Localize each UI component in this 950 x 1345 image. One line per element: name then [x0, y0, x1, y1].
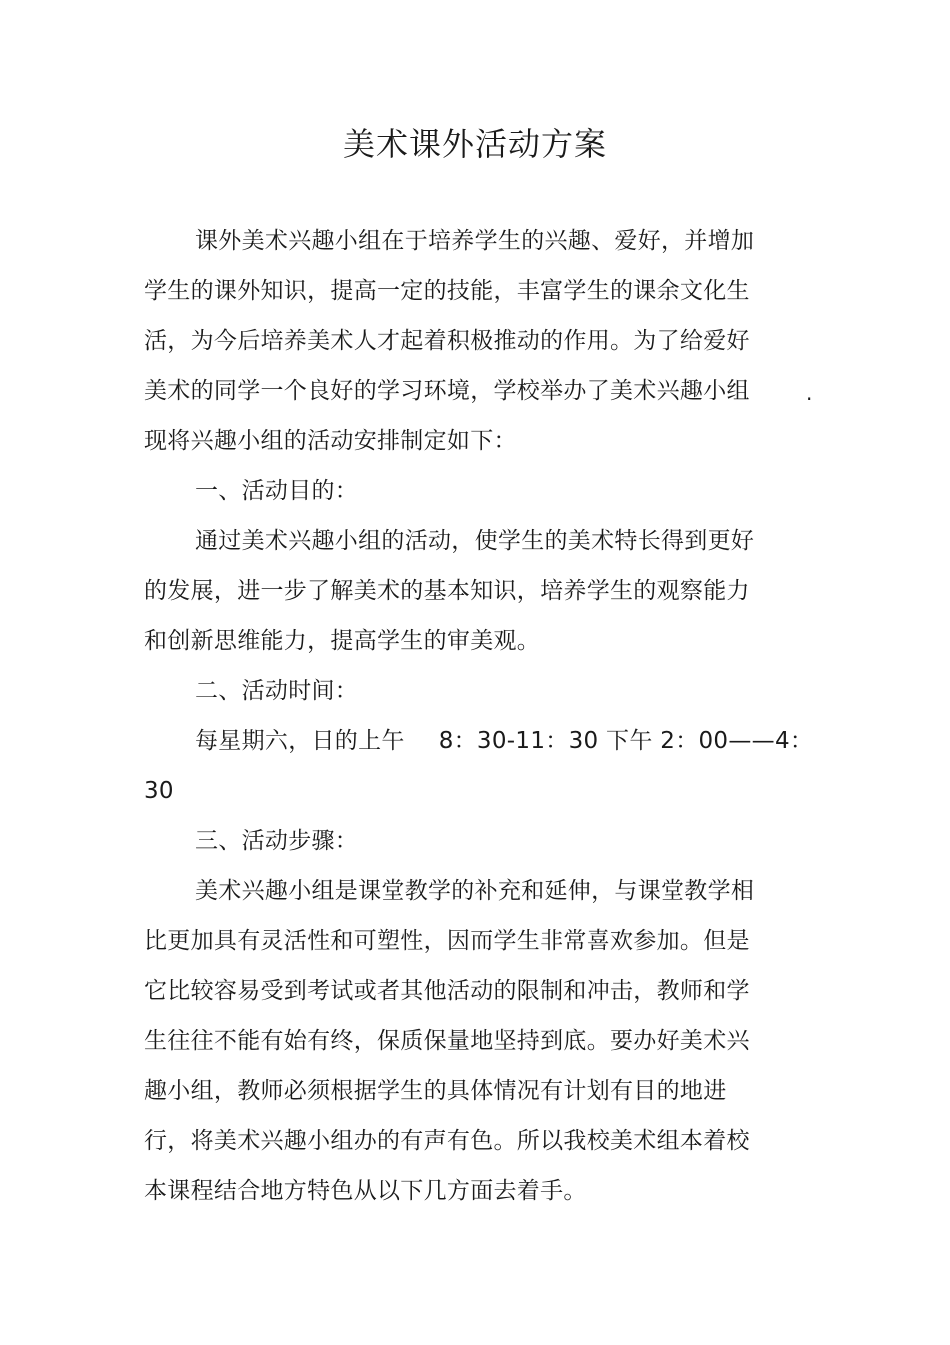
intro-line-4: 美术的同学一个良好的学习环境，学校举办了美术兴趣小组 [144, 378, 750, 404]
intro-line-5: 现将兴趣小组的活动安排制定如下： [144, 428, 517, 454]
schedule-hours: 8：30-11：30 下午 2：00——4： [438, 728, 814, 754]
section1-line-1: 通过美术兴趣小组的活动，使学生的美术特长得到更好 [195, 528, 755, 554]
schedule-days: 每星期六，日的上午 [195, 728, 405, 754]
intro-line-2: 学生的课外知识，提高一定的技能，丰富学生的课余文化生 [144, 278, 750, 304]
section3-heading: 三、活动步骤： [195, 828, 359, 854]
schedule-line [195, 726, 813, 756]
section2-heading: 二、活动时间： [195, 678, 359, 704]
intro-line-1: 课外美术兴趣小组在于培养学生的兴趣、爱好，并增加 [195, 228, 755, 254]
document-title: 美术课外活动方案 [342, 125, 607, 163]
section3-line-3: 它比较容易受到考试或者其他活动的限制和冲击，教师和学 [144, 978, 750, 1004]
section3-line-2: 比更加具有灵活性和可塑性，因而学生非常喜欢参加。但是 [144, 928, 750, 954]
section3-line-5: 趣小组，教师必须根据学生的具体情况有计划有目的地进 [144, 1078, 727, 1104]
schedule-line-end: 30 [144, 778, 174, 804]
section1-heading: 一、活动目的： [195, 478, 359, 504]
section1-line-2: 的发展，进一步了解美术的基本知识，培养学生的观察能力 [144, 578, 750, 604]
intro-line-3: 活，为今后培养美术人才起着积极推动的作用。为了给爱好 [144, 328, 750, 354]
section1-line-3: 和创新思维能力，提高学生的审美观。 [144, 628, 541, 654]
section3-line-7: 本课程结合地方特色从以下几方面去着手。 [144, 1178, 587, 1204]
section3-line-4: 生往往不能有始有终，保质保量地坚持到底。要办好美术兴 [144, 1028, 750, 1054]
stray-dot-mark: . [806, 381, 813, 405]
section3-line-6: 行，将美术兴趣小组办的有声有色。所以我校美术组本着校 [144, 1128, 750, 1154]
section3-line-1: 美术兴趣小组是课堂教学的补充和延伸，与课堂教学相 [195, 878, 755, 904]
